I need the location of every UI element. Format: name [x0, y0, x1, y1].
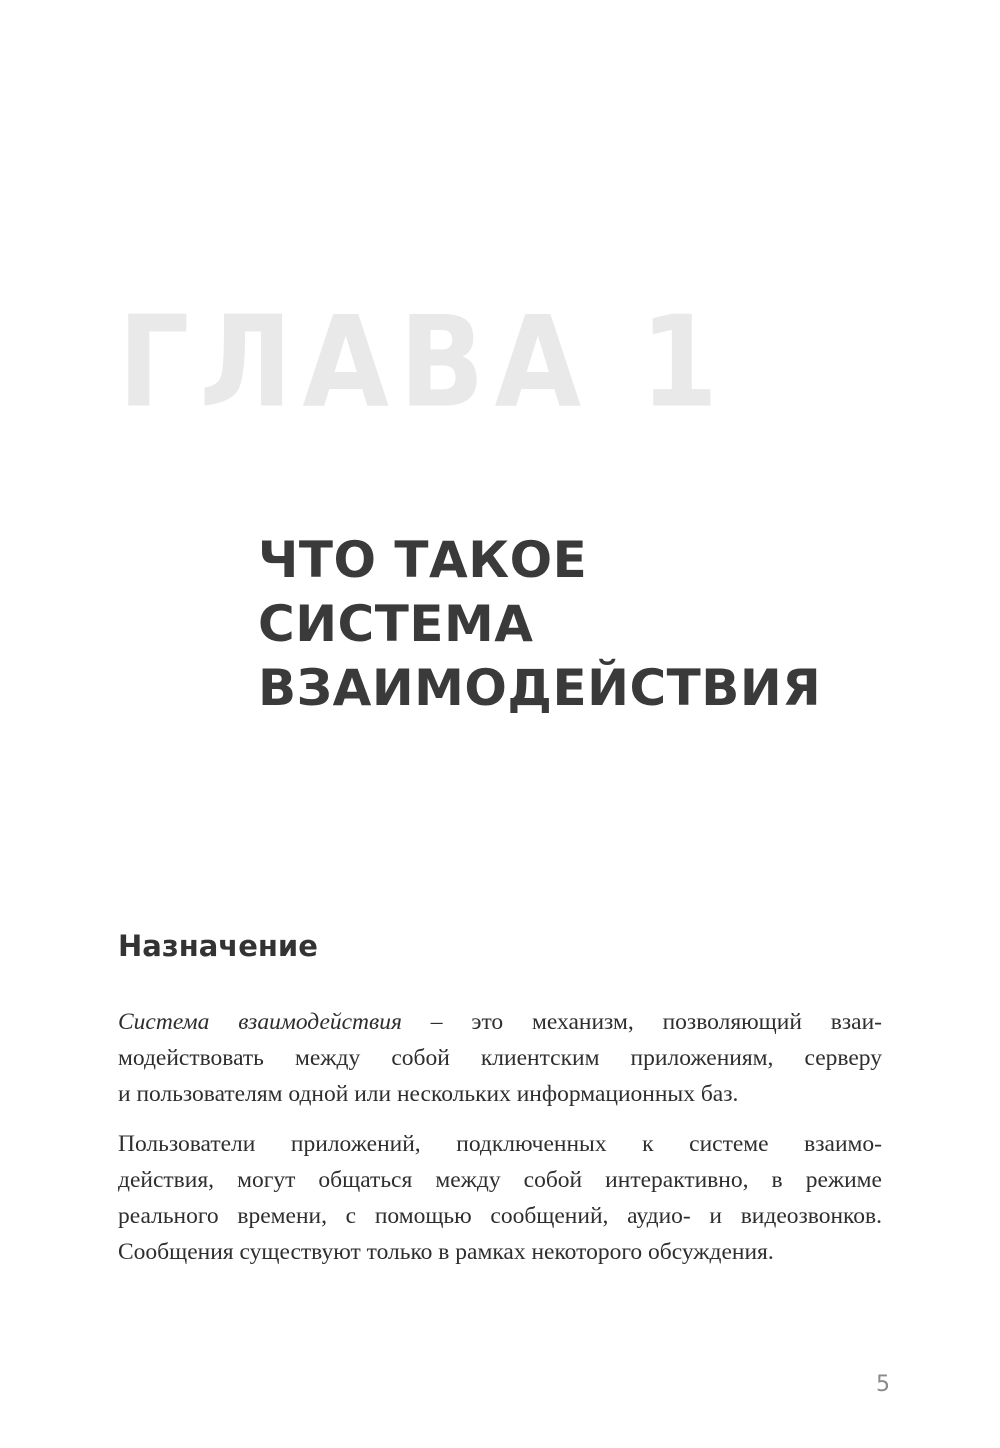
page-number: 5 — [876, 1372, 890, 1397]
section-heading: Назначение — [118, 929, 318, 963]
paragraph-2-line-4: Сообщения существуют только в рамках некоторого обсуждения. — [118, 1239, 774, 1265]
defined-term: Система взаимодействия — [118, 1009, 402, 1035]
chapter-title-line-3: ВЗАИМОДЕЙСТВИЯ — [258, 659, 822, 717]
paragraph-2-line-3: реального времени, с помощью сообщений, аудио- и видеозвонков. — [118, 1203, 882, 1229]
paragraph-1-line-1-rest: – это механизм, позволяющий взаи- — [401, 1009, 882, 1035]
paragraph-1-line-1 — [118, 1004, 882, 1040]
paragraph-users — [118, 1126, 882, 1270]
chapter-title-line-2: СИСТЕМА — [258, 595, 534, 653]
section-body — [118, 1004, 882, 1284]
paragraph-2-line-1: Пользователи приложений, подключенных к системе взаимо- — [118, 1131, 882, 1157]
paragraph-definition — [118, 1004, 882, 1112]
paragraph-1-line-2: модействовать между собой клиентским приложениям, серверу — [118, 1045, 882, 1071]
chapter-number-label: ГЛАВА 1 — [118, 289, 729, 436]
paragraph-1-line-3: и пользователям одной или нескольких информационных баз. — [118, 1081, 739, 1107]
chapter-title-line-1: ЧТО ТАКОЕ — [258, 531, 588, 589]
paragraph-2-line-2: действия, могут общаться между собой интерактивно, в режиме — [118, 1167, 882, 1193]
chapter-title — [258, 528, 821, 720]
